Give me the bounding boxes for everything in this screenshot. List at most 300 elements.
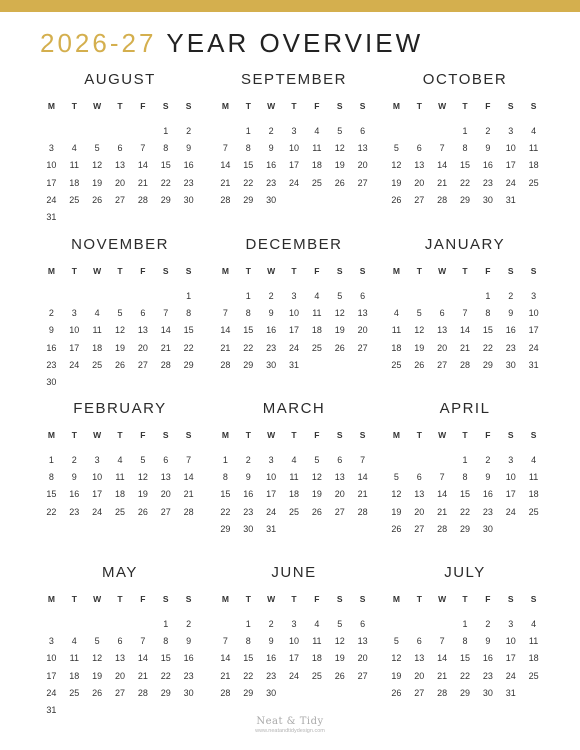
day-cell	[431, 452, 454, 469]
weekday-label: W	[267, 594, 276, 604]
weekday-label: W	[93, 101, 102, 111]
day-cell: 6	[360, 126, 366, 136]
day-cell: 16	[482, 489, 493, 500]
day-cell: 22	[482, 342, 493, 353]
weekday-label: F	[314, 594, 320, 604]
day-cell: 1	[245, 126, 251, 136]
day-cell: 25	[115, 506, 126, 517]
day-cell	[177, 374, 200, 391]
day-cell: 17	[289, 653, 300, 664]
day-cell: 15	[243, 653, 254, 664]
day-cell: 3	[531, 291, 537, 301]
week-row	[40, 288, 200, 305]
day-cell: 8	[462, 472, 468, 483]
day-cell: 26	[92, 687, 103, 698]
day-cell	[328, 192, 351, 209]
day-cell: 3	[268, 455, 274, 465]
week-row	[385, 521, 545, 538]
day-cell: 30	[482, 687, 493, 698]
day-cell: 18	[311, 653, 322, 664]
day-cell: 24	[69, 359, 80, 370]
weekday-label: T	[245, 266, 251, 276]
day-cell: 3	[508, 619, 514, 629]
day-cell	[351, 357, 374, 374]
month-march	[214, 399, 374, 538]
day-cell: 4	[393, 308, 399, 319]
day-cell: 25	[391, 359, 402, 370]
day-cell: 25	[528, 177, 539, 188]
day-cell: 2	[268, 619, 274, 629]
month-name: OCTOBER	[422, 71, 508, 88]
day-cell: 9	[186, 143, 192, 154]
day-cell: 17	[505, 489, 516, 500]
weekday-label: S	[359, 101, 366, 111]
day-cell	[283, 685, 306, 702]
day-cell: 19	[92, 177, 103, 188]
week-row	[385, 650, 545, 667]
month-name: MAY	[102, 564, 138, 581]
day-cell: 18	[528, 160, 539, 171]
day-cell: 30	[505, 359, 516, 370]
day-cell: 6	[416, 636, 422, 647]
week-row	[385, 140, 545, 157]
day-cell: 5	[94, 143, 100, 154]
day-cell	[86, 123, 109, 140]
day-cell: 1	[462, 455, 468, 465]
day-cell: 31	[505, 687, 516, 698]
day-cell: 8	[485, 308, 491, 319]
weekday-label: M	[392, 266, 400, 276]
day-cell	[63, 123, 86, 140]
day-cell: 11	[312, 143, 322, 154]
weekday-label: S	[162, 430, 169, 440]
day-cell: 22	[46, 506, 57, 517]
day-cell: 12	[92, 160, 103, 171]
day-cell: 24	[505, 506, 516, 517]
day-cell: 31	[528, 359, 539, 370]
day-cell: 29	[160, 687, 171, 698]
day-cell: 20	[357, 653, 368, 664]
day-cell: 6	[439, 308, 445, 319]
day-cell: 2	[48, 308, 54, 319]
weekday-label: F	[140, 101, 146, 111]
day-cell: 16	[183, 653, 194, 664]
weekday-label: T	[416, 101, 422, 111]
weekday-label: W	[93, 594, 102, 604]
day-cell: 14	[357, 472, 368, 483]
day-cell	[131, 374, 154, 391]
day-cell	[351, 685, 374, 702]
weekday-header	[214, 427, 374, 443]
day-cell: 7	[222, 636, 228, 647]
day-cell: 4	[94, 308, 100, 319]
weekday-header	[385, 98, 545, 114]
day-cell	[328, 357, 351, 374]
week-row	[214, 357, 374, 374]
day-cell: 25	[311, 670, 322, 681]
week-row	[214, 123, 374, 140]
day-cell: 21	[437, 177, 448, 188]
day-cell: 14	[183, 472, 194, 483]
week-row	[385, 357, 545, 374]
day-cell: 25	[69, 687, 80, 698]
day-cell: 26	[334, 177, 345, 188]
weekday-label: M	[47, 266, 55, 276]
week-row	[214, 305, 374, 322]
day-cell: 7	[140, 636, 146, 647]
day-cell: 3	[94, 455, 100, 465]
day-cell: 2	[186, 126, 192, 136]
week-row	[40, 504, 200, 521]
day-cell: 10	[289, 143, 300, 154]
day-cell: 4	[71, 636, 77, 647]
day-cell: 19	[391, 670, 402, 681]
day-cell: 10	[289, 636, 300, 647]
day-cell	[385, 123, 408, 140]
weekday-label: T	[291, 430, 297, 440]
day-cell: 18	[115, 489, 126, 500]
day-cell: 30	[482, 523, 493, 534]
day-cell: 23	[482, 177, 493, 188]
day-cell: 1	[163, 126, 169, 136]
weekday-label: F	[314, 266, 320, 276]
day-cell: 26	[115, 359, 126, 370]
weekday-label: S	[336, 266, 343, 276]
day-cell: 7	[186, 455, 192, 465]
day-cell: 25	[528, 670, 539, 681]
week-row	[385, 175, 545, 192]
day-cell: 2	[485, 619, 491, 629]
day-cell: 10	[266, 472, 277, 483]
day-cell: 6	[117, 143, 123, 154]
day-cell: 24	[289, 342, 300, 353]
week-row	[385, 633, 545, 650]
day-cell: 31	[505, 194, 516, 205]
month-november	[40, 235, 200, 391]
day-cell: 8	[245, 143, 251, 154]
week-row	[40, 486, 200, 503]
day-cell	[131, 288, 154, 305]
day-cell: 30	[266, 359, 277, 370]
day-cell: 28	[137, 194, 148, 205]
day-cell	[431, 288, 454, 305]
week-row	[40, 374, 200, 391]
day-cell: 20	[357, 160, 368, 171]
day-cell: 17	[528, 325, 539, 336]
day-cell: 15	[460, 489, 471, 500]
day-cell: 16	[266, 325, 277, 336]
day-cell: 7	[439, 143, 445, 154]
day-cell: 11	[69, 160, 79, 171]
day-cell	[408, 123, 431, 140]
day-cell: 22	[220, 506, 231, 517]
day-cell: 20	[334, 489, 345, 500]
day-cell: 16	[243, 489, 254, 500]
day-cell: 17	[505, 653, 516, 664]
day-cell	[109, 616, 132, 633]
weekday-label: M	[392, 430, 400, 440]
day-cell: 25	[311, 177, 322, 188]
day-cell: 12	[334, 308, 345, 319]
day-cell	[109, 374, 132, 391]
day-cell: 12	[414, 325, 425, 336]
day-cell	[305, 357, 328, 374]
day-cell: 9	[48, 325, 54, 336]
day-cell: 22	[183, 342, 194, 353]
month-december	[214, 235, 374, 374]
month-name: MARCH	[262, 400, 326, 417]
weekday-label: S	[336, 594, 343, 604]
day-cell: 26	[334, 342, 345, 353]
day-cell: 31	[266, 523, 277, 534]
day-cell: 26	[414, 359, 425, 370]
week-row	[40, 685, 200, 702]
day-cell: 17	[266, 489, 277, 500]
day-cell: 5	[416, 308, 422, 319]
day-cell: 31	[46, 211, 57, 222]
day-cell: 1	[48, 455, 54, 465]
day-cell: 6	[360, 291, 366, 301]
day-cell: 19	[334, 325, 345, 336]
weekday-label: T	[71, 430, 77, 440]
weekday-label: W	[438, 266, 447, 276]
day-cell: 28	[160, 359, 171, 370]
month-name: APRIL	[439, 400, 491, 417]
weekday-label: M	[47, 101, 55, 111]
month-july	[385, 563, 545, 702]
day-cell: 3	[291, 291, 297, 301]
day-cell: 9	[245, 472, 251, 483]
day-cell: 10	[92, 472, 103, 483]
day-cell: 20	[160, 489, 171, 500]
day-cell: 26	[137, 506, 148, 517]
day-cell: 11	[92, 325, 102, 336]
week-row	[40, 123, 200, 140]
day-cell: 1	[245, 619, 251, 629]
day-cell: 10	[505, 472, 516, 483]
day-cell: 11	[312, 308, 322, 319]
day-cell: 26	[334, 670, 345, 681]
day-cell: 12	[137, 472, 148, 483]
day-cell: 19	[334, 653, 345, 664]
weekday-label: F	[485, 430, 491, 440]
day-cell: 15	[160, 653, 171, 664]
weekday-label: F	[485, 101, 491, 111]
day-cell: 19	[92, 670, 103, 681]
day-cell: 1	[485, 291, 491, 301]
weekday-label: S	[185, 430, 192, 440]
day-cell: 9	[485, 636, 491, 647]
weekday-header	[385, 591, 545, 607]
weekday-label: T	[245, 430, 251, 440]
day-cell: 18	[311, 325, 322, 336]
day-cell: 22	[243, 670, 254, 681]
month-february	[40, 399, 200, 521]
day-cell: 10	[289, 308, 300, 319]
week-row	[214, 486, 374, 503]
day-cell: 22	[160, 177, 171, 188]
day-cell: 30	[183, 687, 194, 698]
day-cell: 13	[115, 653, 126, 664]
day-cell: 10	[46, 653, 57, 664]
week-row	[385, 192, 545, 209]
day-cell	[40, 616, 63, 633]
day-cell: 21	[160, 342, 171, 353]
day-cell: 16	[183, 160, 194, 171]
day-cell: 5	[393, 472, 399, 483]
day-cell	[214, 123, 237, 140]
week-row	[214, 616, 374, 633]
month-september	[214, 70, 374, 209]
weekday-label: W	[438, 594, 447, 604]
week-row	[40, 668, 200, 685]
week-row	[214, 521, 374, 538]
week-row	[385, 668, 545, 685]
month-name: JUNE	[271, 564, 317, 581]
day-cell: 8	[163, 636, 169, 647]
weekday-label: T	[416, 594, 422, 604]
day-cell	[522, 521, 545, 538]
day-cell: 7	[439, 472, 445, 483]
week-row	[40, 140, 200, 157]
day-cell: 9	[268, 636, 274, 647]
day-cell: 15	[46, 489, 57, 500]
day-cell	[154, 209, 177, 226]
day-cell: 6	[360, 619, 366, 629]
day-cell: 30	[183, 194, 194, 205]
day-cell: 5	[337, 291, 343, 301]
day-cell: 11	[528, 636, 539, 647]
week-row	[214, 175, 374, 192]
day-cell: 3	[71, 308, 77, 319]
day-cell: 5	[314, 455, 320, 465]
day-cell: 23	[243, 506, 254, 517]
weekday-label: W	[267, 101, 276, 111]
month-may	[40, 563, 200, 719]
day-cell: 1	[186, 291, 192, 301]
day-cell: 20	[137, 342, 148, 353]
weekday-label: S	[359, 594, 366, 604]
day-cell: 27	[137, 359, 148, 370]
day-cell: 9	[485, 472, 491, 483]
day-cell: 23	[266, 177, 277, 188]
day-cell: 19	[391, 506, 402, 517]
day-cell: 6	[416, 143, 422, 154]
day-cell: 29	[220, 523, 231, 534]
week-row	[40, 633, 200, 650]
day-cell: 11	[115, 472, 125, 483]
day-cell: 14	[160, 325, 171, 336]
week-row	[214, 685, 374, 702]
day-cell	[109, 288, 132, 305]
day-cell: 8	[48, 472, 54, 483]
day-cell: 16	[482, 160, 493, 171]
day-cell: 13	[357, 636, 368, 647]
day-cell	[131, 616, 154, 633]
day-cell: 27	[357, 342, 368, 353]
weekday-label: S	[336, 430, 343, 440]
weekday-label: F	[485, 594, 491, 604]
weekday-header	[214, 263, 374, 279]
day-cell: 22	[243, 342, 254, 353]
day-cell: 23	[482, 506, 493, 517]
day-cell	[63, 616, 86, 633]
weekday-label: T	[245, 101, 251, 111]
day-cell: 12	[115, 325, 126, 336]
day-cell: 21	[220, 342, 231, 353]
day-cell: 23	[266, 670, 277, 681]
day-cell: 22	[243, 177, 254, 188]
day-cell: 6	[416, 472, 422, 483]
day-cell: 17	[46, 177, 57, 188]
day-cell	[351, 521, 374, 538]
day-cell: 4	[291, 455, 297, 465]
week-row	[214, 192, 374, 209]
week-row	[40, 322, 200, 339]
day-cell: 1	[222, 455, 228, 465]
day-cell: 21	[183, 489, 194, 500]
day-cell: 17	[289, 160, 300, 171]
day-cell: 24	[289, 670, 300, 681]
day-cell: 13	[160, 472, 171, 483]
week-row	[385, 340, 545, 357]
weekday-label: S	[507, 430, 514, 440]
day-cell	[408, 288, 431, 305]
weekday-label: S	[530, 594, 537, 604]
day-cell: 3	[508, 126, 514, 136]
week-row	[385, 469, 545, 486]
day-cell: 2	[71, 455, 77, 465]
day-cell: 21	[220, 670, 231, 681]
day-cell: 4	[314, 619, 320, 629]
week-row	[40, 209, 200, 226]
day-cell: 5	[337, 619, 343, 629]
day-cell: 4	[314, 291, 320, 301]
day-cell	[328, 521, 351, 538]
day-cell: 12	[391, 160, 402, 171]
weekday-label: T	[245, 594, 251, 604]
day-cell: 22	[460, 506, 471, 517]
weekday-label: T	[416, 266, 422, 276]
month-name: JULY	[444, 564, 486, 581]
day-cell: 6	[117, 636, 123, 647]
weekday-label: S	[507, 594, 514, 604]
day-cell	[63, 288, 86, 305]
day-cell: 21	[137, 670, 148, 681]
day-cell: 8	[245, 308, 251, 319]
day-cell: 27	[115, 687, 126, 698]
day-cell: 15	[220, 489, 231, 500]
day-cell: 7	[163, 308, 169, 319]
day-cell: 29	[243, 687, 254, 698]
day-cell: 30	[482, 194, 493, 205]
day-cell: 19	[311, 489, 322, 500]
weekday-label: M	[221, 594, 229, 604]
day-cell: 20	[414, 506, 425, 517]
day-cell: 23	[183, 670, 194, 681]
weekday-label: T	[117, 594, 123, 604]
day-cell: 28	[437, 687, 448, 698]
day-cell: 3	[48, 636, 54, 647]
day-cell: 2	[485, 455, 491, 465]
day-cell	[154, 374, 177, 391]
day-cell: 11	[69, 653, 79, 664]
week-row	[385, 305, 545, 322]
day-cell: 28	[460, 359, 471, 370]
day-cell: 9	[268, 143, 274, 154]
day-cell: 27	[357, 670, 368, 681]
weekday-label: W	[93, 266, 102, 276]
